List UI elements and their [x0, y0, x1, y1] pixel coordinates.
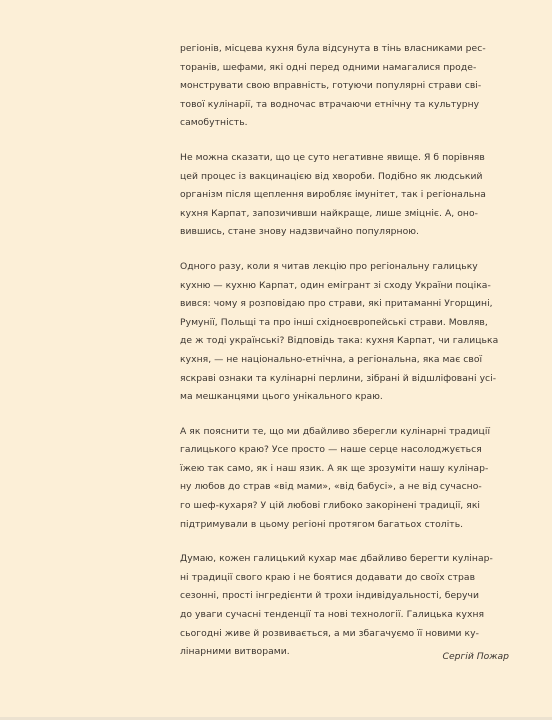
- text-line: ну любов до страв «від мами», «від бабусі», а не від сучасно-: [180, 481, 482, 493]
- text-line: Румунії, Польщі та про інші східноєвропейські страви. Мовляв,: [180, 316, 488, 328]
- text-line: до уваги сучасні тенденції та нові технології. Галицька кухня: [180, 609, 485, 621]
- text-line: підтримували в цьому регіоні протягом багатьох століть.: [180, 518, 464, 530]
- paragraph-2: [180, 149, 510, 242]
- text-line: самобутність.: [180, 117, 248, 129]
- text-line: ма мешканцями цього унікального краю.: [180, 391, 383, 403]
- text-line: Не можна сказати, що це суто негативне явище. Я б порівняв: [180, 151, 485, 163]
- text-line: вившись, стане знову надзвичайно популярною.: [180, 226, 420, 238]
- text-line: сьогодні живе й розвивається, а ми збагачуємо її новими ку-: [180, 627, 479, 639]
- paragraph-1: [180, 40, 510, 133]
- text-line: ні традиції свого краю і не боятися додавати до своїх страв: [180, 571, 476, 583]
- text-line: монструвати свою вправність, готуючи популярні страви сві-: [180, 80, 482, 92]
- paragraph-4: [180, 423, 510, 535]
- text-line: тової кулінарії, та водночас втрачаючи етнічну та культурну: [180, 98, 480, 110]
- text-line: кухня Карпат, запозичивши найкраще, лише зміцніє. А, оно-: [180, 207, 478, 219]
- text-line: регіонів, місцева кухня була відсунута в тінь власниками рес-: [180, 43, 486, 54]
- text-line: вився: чому я розповідаю про страви, які притаманні Угорщині,: [180, 298, 493, 310]
- text-line: лінарними витворами.: [180, 646, 290, 658]
- body-text: [180, 40, 510, 678]
- text-line: цей процес із вакцинацією від хвороби. Подібно як людський: [180, 170, 483, 182]
- text-line: кухня, — не національно-етнічна, а регіональна, яка має свої: [180, 353, 483, 365]
- text-line: А як пояснити те, що ми дбайливо зберегли кулінарні традиції: [180, 425, 491, 437]
- text-line: організм після щеплення виробляє імунітет, так і регіональна: [180, 189, 486, 201]
- text-line: галицького краю? Усе просто — наше серце насолоджується: [180, 444, 482, 456]
- text-line: їжею так само, як і наш язик. А як ще зрозуміти нашу кулінар-: [180, 462, 489, 474]
- text-line: кухню — кухню Карпат, один емігрант зі сходу України поціка-: [180, 279, 491, 291]
- paragraph-5: [180, 550, 510, 662]
- text-line: го шеф-кухаря? У цій любові глибоко закорінені традиції, які: [180, 500, 481, 512]
- text-line: торанів, шефами, які одні перед одними намагалися проде-: [180, 61, 477, 73]
- text-line: Одного разу, коли я читав лекцію про регіональну галицьку: [180, 260, 478, 272]
- text-line: яскраві ознаки та кулінарні перлини, зібрані й відшліфовані усі-: [180, 372, 497, 384]
- text-line: де ж тоді українські? Відповідь така: кухня Карпат, чи галицька: [180, 335, 499, 347]
- text-line: сезонні, прості інгредієнти й трохи індивідуальності, беручи: [180, 590, 480, 602]
- paragraph-3: [180, 258, 510, 407]
- text-line: Думаю, кожен галицький кухар має дбайливо берегти кулінар-: [180, 553, 493, 565]
- author-signature: Сергій Пожар: [442, 651, 509, 662]
